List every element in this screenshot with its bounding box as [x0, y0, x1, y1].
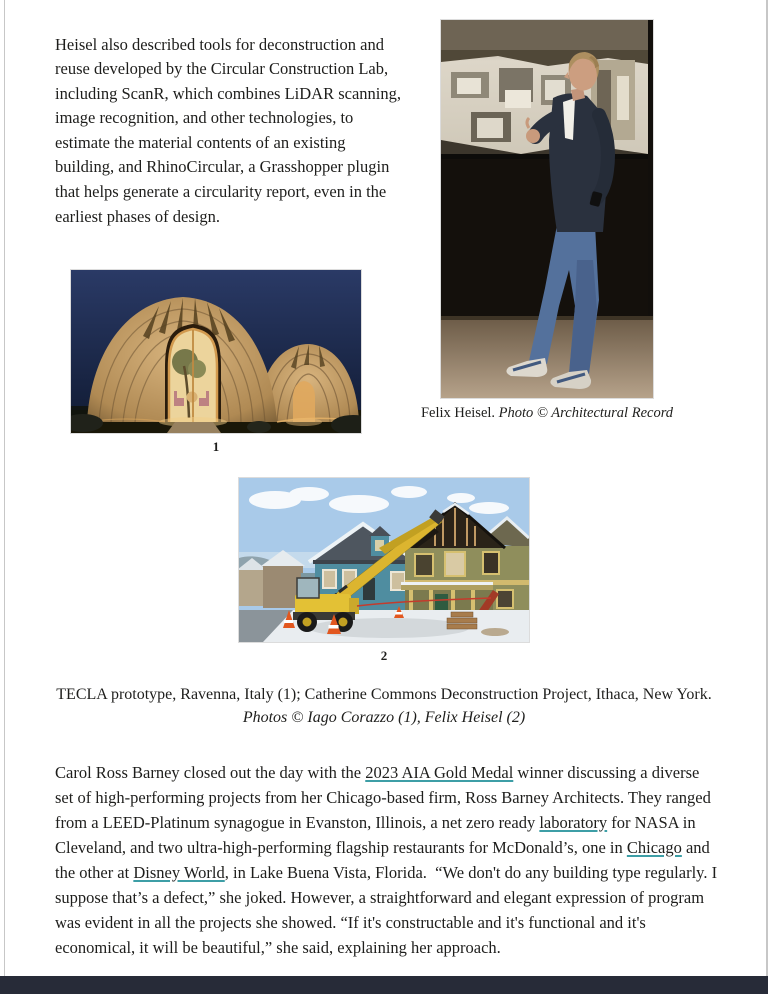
- text-segment: Carol Ross Barney closed out the day with the: [55, 762, 366, 782]
- figure-label-1: 1: [212, 439, 220, 454]
- footer-bar: [0, 976, 768, 994]
- inline-link[interactable]: Disney World: [133, 862, 225, 882]
- intro-paragraph: Heisel also described tools for deconstruction and reuse developed by the Circular Construction Lab, including ScanR, which combines LiDAR scanning, image recognition, and other technologies, to estimate the material contents of an existing building, and RhinoCircular, a Grasshopper plugin that helps generate a circularity report, even in the earliest phases of design.: [55, 34, 401, 226]
- figures-caption-line-2: Photos © Iago Corazzo (1), Felix Heisel (2): [242, 709, 526, 726]
- walkway: [167, 422, 221, 433]
- felix-heisel-figure: [441, 20, 653, 398]
- text-segment: winner discussing a diverse set of high-performing projects from her Chicago-based firm, Ross Barney Architects. They ranged from a LEED-Platinum synagogue in Evanston, Illinois, a net zero ready: [55, 762, 711, 832]
- closing-paragraph: [55, 760, 718, 960]
- text-segment: Felix Heisel.: [420, 405, 499, 421]
- figure-label-2: 2: [380, 648, 388, 663]
- tecla-prototype-figure: [71, 270, 361, 433]
- text-segment: Photo © Architectural Record: [498, 405, 674, 421]
- felix-heisel-photo: [441, 20, 653, 398]
- text-segment: , in Lake Buena Vista, Florida. “We don't do any building type regularly. I suppose that’s a defect,” she joked. However, a straightforward and elegant expression of program was evident in all the projects she showed. “If it's constructable and it's functional and it's economical, it will be beautiful,” she said, explaining her approach.: [55, 862, 718, 957]
- inline-link[interactable]: Chicago: [626, 837, 682, 857]
- deconstruction-figure: [239, 478, 529, 642]
- projection-screen: [441, 20, 648, 159]
- deconstruction-photo: [239, 478, 529, 642]
- inline-link[interactable]: 2023 AIA Gold Medal: [365, 762, 514, 782]
- text-segment: and the other at: [55, 837, 710, 882]
- felix-photo-caption: [399, 405, 695, 422]
- figures-caption: [34, 683, 734, 729]
- page-edge-left: [4, 0, 5, 994]
- inline-link[interactable]: laboratory: [539, 812, 608, 832]
- arched-doorway: [165, 324, 221, 422]
- tecla-prototype-photo: [71, 270, 361, 433]
- text-segment: for NASA in Cleveland, and two ultra-high-performing flagship restaurants for McDonald’s, one in: [55, 812, 696, 857]
- figures-caption-line-1: TECLA prototype, Ravenna, Italy (1); Catherine Commons Deconstruction Project, Ithaca, New York.: [56, 686, 712, 703]
- pallets: [447, 612, 477, 629]
